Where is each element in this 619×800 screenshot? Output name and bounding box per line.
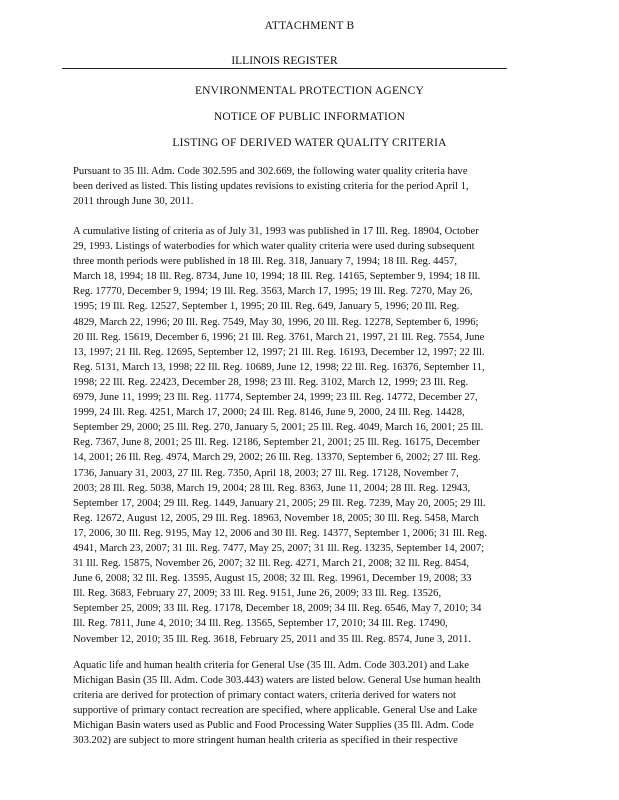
paragraph-line: Michigan Basin (35 Ill. Adm. Code 303.443) waters are listed below. General Use human health [73,675,481,687]
register-header: ILLINOIS REGISTER [62,55,507,69]
paragraph-line: A cumulative listing of criteria as of July 31, 1993 was published in 17 Ill. Reg. 18904, October [73,226,479,237]
paragraph-line: 17, 2006, 30 Ill. Reg. 9195, May 12, 2006 and 30 Ill. Reg. 14377, September 1, 2006; 31 Ill. Reg. [73,527,487,539]
paragraph-line: criteria are derived for protection of primary contact waters, criteria derived for waters not [73,690,456,702]
paragraph-line: November 12, 2010; 35 Ill. Reg. 3618, February 25, 2011 and 35 Ill. Reg. 8574, June 3, 2011. [73,633,471,645]
paragraph-line: March 18, 1994; 18 Ill. Reg. 8734, June 10, 1994; 18 Ill. Reg. 14165, September 9, 1994; 18 Ill. [73,271,481,283]
paragraph-line: Reg. 5131, March 13, 1998; 22 Ill. Reg. 10689, June 12, 1998; 22 Ill. Reg. 16376, September 11, [73,361,485,373]
paragraph-line: been derived as listed. This listing updates revisions to existing criteria for the period April 1, [73,181,469,193]
paragraph-line: 303.202) are subject to more stringent human health criteria as specified in their respective [73,735,458,747]
paragraph-line: supportive of primary contact recreation are specified, where applicable. General Use and Lake [73,705,478,717]
attachment-label: ATTACHMENT B [264,20,355,32]
paragraph-line: Reg. 12672, August 12, 2005, 29 Ill. Reg. 18963, November 18, 2005; 30 Ill. Reg. 5458, March [73,512,479,524]
paragraph-line: Reg. 7367, June 8, 2001; 25 Ill. Reg. 12186, September 21, 2001; 25 Ill. Reg. 16175, December [73,437,480,449]
paragraph-line: 2011 through June 30, 2011. [73,196,194,208]
paragraph-line: 1998; 22 Ill. Reg. 22423, December 28, 1998; 23 Ill. Reg. 3102, March 12, 1999; 23 Ill. Reg. [73,376,469,388]
paragraph-line: 2003; 28 Ill. Reg. 5038, March 19, 2004; 28 Ill. Reg. 8363, June 11, 2004; 28 Ill. Reg. 12943, [73,482,471,494]
paragraph-line: three month periods were published in 18 Ill. Reg. 318, January 7, 1994; 18 Ill. Reg. 4457, [73,256,457,268]
paragraph-line: September 17, 2004; 29 Ill. Reg. 1449, January 21, 2005; 29 Ill. Reg. 7239, May 20, 2005; 29 Ill. [73,497,486,509]
paragraph-line: 29, 1993. Listings of waterbodies for which water quality criteria were used during subsequent [73,241,475,253]
criteria-paragraph [73,658,543,749]
listing-title: LISTING OF DERIVED WATER QUALITY CRITERIA [172,137,447,149]
paragraph-line: 4829, March 22, 1996; 20 Ill. Reg. 7549, May 30, 1996, 20 Ill. Reg. 12278, September 6, 1996; [73,316,479,328]
paragraph-line: 4941, March 23, 2007; 31 Ill. Reg. 7477, May 25, 2007; 31 Ill. Reg. 13235, September 14, 2007; [73,542,485,554]
paragraph-line: 14, 2001; 26 Ill. Reg. 4974, March 29, 2002; 26 Ill. Reg. 13370, September 6, 2002; 27 Ill. Reg. [73,452,481,464]
paragraph-line: 6979, June 11, 1999; 23 Ill. Reg. 11774, September 24, 1999; 23 Ill. Reg. 14772, December 27, [73,392,478,404]
paragraph-line: Reg. 17770, December 9, 1994; 19 Ill. Reg. 3563, March 17, 1995; 19 Ill. Reg. 7270, May 26, [73,286,473,298]
paragraph-line: Michigan Basin waters used as Public and Food Processing Water Supplies (35 Ill. Adm. Code [73,720,474,732]
paragraph-line: Aquatic life and human health criteria for General Use (35 Ill. Adm. Code 303.201) and Lake [73,660,469,671]
paragraph-line: Pursuant to 35 Ill. Adm. Code 302.595 and 302.669, the following water quality criteria have [73,166,468,177]
paragraph-line: 31 Ill. Reg. 15875, November 26, 2007; 32 Ill. Reg. 4271, March 21, 2008; 32 Ill. Reg. 8454, [73,558,470,570]
paragraph-line: September 29, 2000; 25 Ill. Reg. 270, January 5, 2001; 25 Ill. Reg. 4049, March 16, 2001; 25 Ill. [73,422,484,434]
paragraph-line: Ill. Reg. 3683, February 27, 2009; 33 Ill. Reg. 9151, June 26, 2009; 33 Ill. Reg. 13526, [73,588,442,600]
paragraph-line: Ill. Reg. 7811, June 4, 2010; 34 Ill. Reg. 13565, September 17, 2010; 34 Ill. Reg. 17490, [73,618,448,630]
cumulative-listing-paragraph [73,224,543,647]
paragraph-line: September 25, 2009; 33 Ill. Reg. 17178, December 18, 2009; 34 Ill. Reg. 6546, May 7, 2010; 34 [73,603,482,615]
paragraph-line: June 6, 2008; 32 Ill. Reg. 13595, August 15, 2008; 32 Ill. Reg. 19961, December 19, 2008; 33 [73,573,472,585]
agency-title: ENVIRONMENTAL PROTECTION AGENCY [194,85,425,97]
paragraph-line: 1736, January 31, 2003, 27 Ill. Reg. 7350, April 18, 2003; 27 Ill. Reg. 17128, November 7, [73,467,459,479]
paragraph-line: 13, 1997; 21 Ill. Reg. 12695, September 12, 1997; 21 Ill. Reg. 16193, December 12, 1997; 22 Ill. [73,346,485,358]
paragraph-line: 1995; 19 Ill. Reg. 12527, September 1, 1995; 20 Ill. Reg. 649, January 5, 1996; 20 Ill. Reg. [73,301,460,313]
intro-paragraph [73,164,543,209]
paragraph-line: 20 Ill. Reg. 15619, December 6, 1996; 21 Ill. Reg. 3761, March 21, 1997, 21 Ill. Reg. 7554, June [73,331,485,343]
notice-title: NOTICE OF PUBLIC INFORMATION [213,111,406,123]
paragraph-line: 1999, 24 Ill. Reg. 4251, March 17, 2000; 24 Ill. Reg. 8146, June 9, 2000, 24 Ill. Reg. 14428, [73,407,465,419]
